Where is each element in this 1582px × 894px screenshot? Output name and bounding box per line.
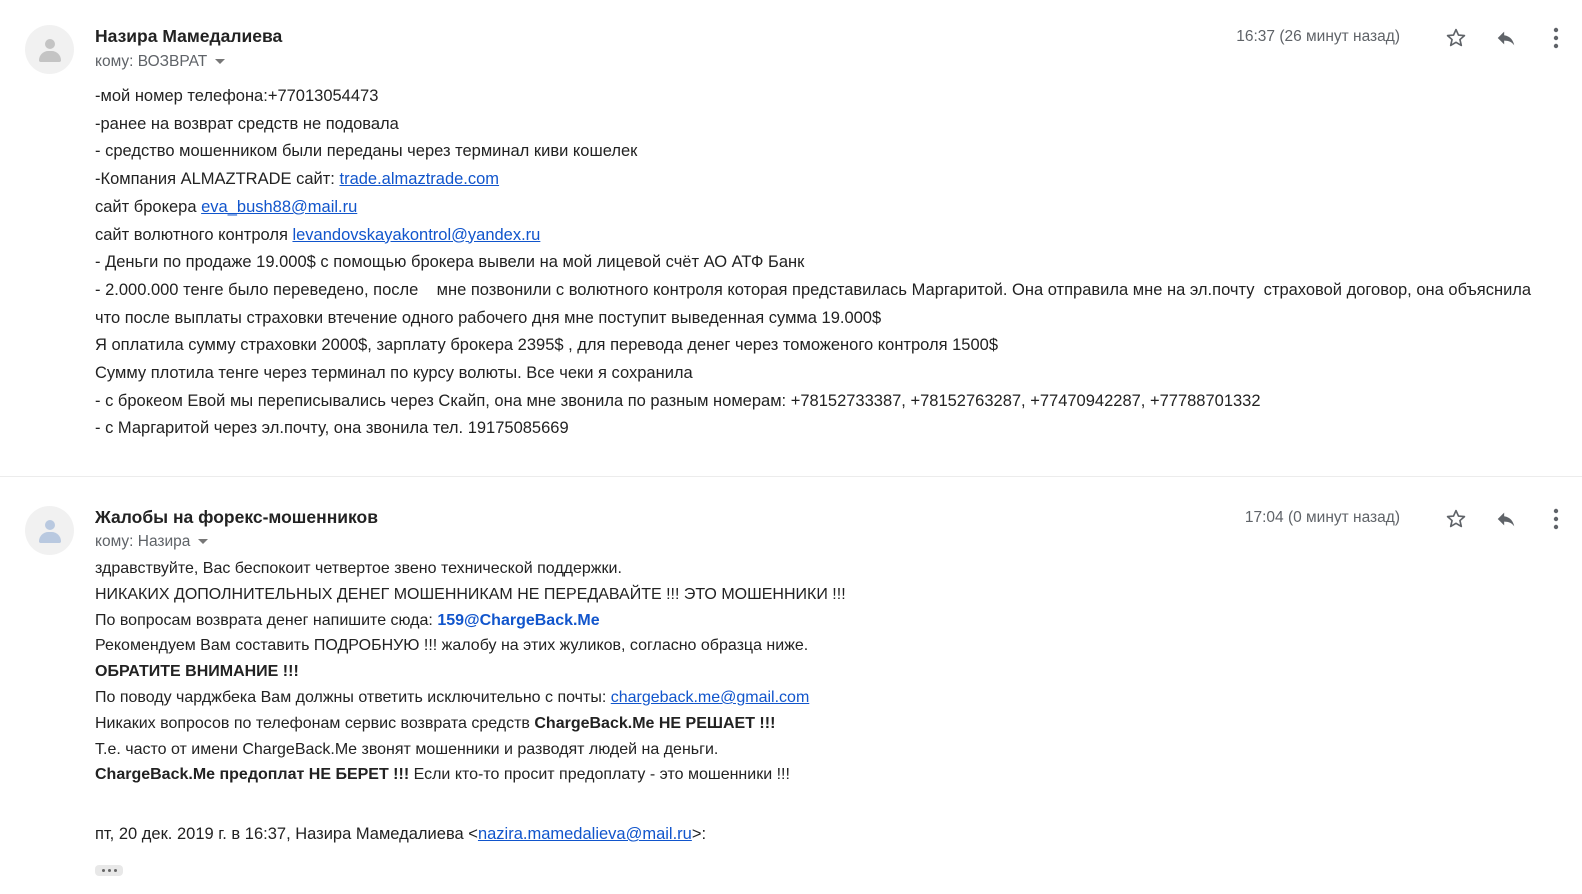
body-line: ОБРАТИТЕ ВНИМАНИЕ !!!: [95, 663, 299, 681]
reply-icon[interactable]: [1492, 505, 1520, 533]
broker-email-link[interactable]: eva_bush88@mail.ru: [201, 197, 358, 216]
message-actions: [1420, 505, 1570, 533]
message-body: [95, 556, 1542, 788]
more-vert-icon[interactable]: [1542, 505, 1570, 533]
ellipsis-icon[interactable]: [95, 865, 123, 876]
body-line: - средство мошенником были переданы через терминал киви кошелек: [95, 142, 638, 161]
body-line: сайт брокера eva_bush88@mail.ru: [95, 197, 358, 216]
sender-name[interactable]: Назира Мамедалиева: [95, 26, 283, 46]
chevron-down-icon[interactable]: [198, 539, 208, 544]
sender-name[interactable]: Жалобы на форекс-мошенников: [95, 507, 378, 527]
message-body: [95, 83, 1542, 443]
body-line: Рекомендуем Вам составить ПОДРОБНУЮ !!! жалобу на этих жуликов, согласно образца ниже.: [95, 637, 809, 655]
message-2: [0, 477, 1582, 894]
message-actions: [1420, 24, 1570, 52]
control-email-link[interactable]: levandovskayakontrol@yandex.ru: [292, 225, 541, 244]
body-line: -Компания ALMAZTRADE сайт: trade.almaztrade.com: [95, 170, 500, 189]
body-line: Т.е. часто от имени ChargeBack.Me звонят мошенники и разводят людей на деньги.: [95, 740, 719, 758]
chargeback-email-link[interactable]: chargeback.me@gmail.com: [610, 688, 810, 706]
star-icon[interactable]: [1442, 505, 1470, 533]
sender-avatar[interactable]: [25, 25, 74, 74]
sender-avatar[interactable]: [25, 506, 74, 555]
body-line: - 2.000.000 тенге было переведено, после мне позвонили с волютного контроля которая представилась Маргаритой. Она отправила мне на эл.почту страховой договор, она объяснила что после выплаты страховки втечение одного рабочего дня мне поступит выведенная сумма 19.000$: [95, 280, 1536, 327]
message-time: 17:04 (0 минут назад): [1244, 509, 1400, 526]
recipient-line[interactable]: [95, 533, 208, 551]
body-line: ChargeBack.Me предоплат НЕ БЕРЕТ !!! Если кто-то просит предоплату - это мошенники !!!: [95, 766, 790, 784]
person-icon: [45, 520, 55, 530]
body-line: Сумму плотила тенге через терминал по курсу волюты. Все чеки я сохранила: [95, 364, 693, 383]
body-line: -ранее на возврат средств не подовала: [95, 114, 399, 133]
more-vert-icon[interactable]: [1542, 24, 1570, 52]
recipient-label: кому: ВОЗВРАТ: [95, 53, 208, 70]
body-line: Я оплатила сумму страховки 2000$, зарплату брокера 2395$ , для перевода денег через томоженого контроля 1500$: [95, 336, 999, 355]
body-line: По поводу чарджбека Вам должны ответить исключительно с почты: chargeback.me@gmail.com: [95, 688, 810, 706]
quote-attribution: пт, 20 дек. 2019 г. в 16:37, Назира Мамедалиева <nazira.mamedalieva@mail.ru>:: [95, 825, 707, 843]
body-line: По вопросам возврата денег напишите сюда: 159@ChargeBack.Me: [95, 611, 600, 629]
body-line: сайт волютного контроля levandovskayakontrol@yandex.ru: [95, 225, 541, 244]
message-time: 16:37 (26 минут назад): [1236, 28, 1400, 45]
body-line: - с Маргаритой через эл.почту, она звонила тел. 19175085669: [95, 419, 569, 438]
support-email[interactable]: 159@ChargeBack.Me: [437, 611, 600, 629]
website-link[interactable]: trade.almaztrade.com: [339, 170, 500, 189]
chevron-down-icon[interactable]: [215, 59, 225, 64]
star-icon[interactable]: [1442, 24, 1470, 52]
recipient-label: кому: Назира: [95, 533, 191, 550]
recipient-line[interactable]: [95, 53, 225, 71]
body-line: -мой номер телефона:+77013054473: [95, 87, 379, 105]
person-icon: [45, 39, 55, 49]
body-line: - с брокеом Евой мы переписывались через Скайп, она мне звонила по разным номерам: +78152733387, +78152763287, +77470942287, +77788701332: [95, 391, 1261, 410]
body-line: здравствуйте, Вас беспокоит четвертое звено технической поддержки.: [95, 560, 622, 577]
body-line: Никаких вопросов по телефонам сервис возврата средств ChargeBack.Me НЕ РЕШАЕТ !!!: [95, 714, 776, 732]
body-line: НИКАКИХ ДОПОЛНИТЕЛЬНЫХ ДЕНЕГ МОШЕННИКАМ НЕ ПЕРЕДАВАЙТЕ !!! ЭТО МОШЕННИКИ !!!: [95, 585, 846, 603]
reply-icon[interactable]: [1492, 24, 1520, 52]
body-line: - Деньги по продаже 19.000$ с помощью брокера вывели на мой лицевой счёт АО АТФ Банк: [95, 253, 805, 272]
quoted-email-link[interactable]: nazira.mamedalieva@mail.ru: [477, 825, 692, 843]
